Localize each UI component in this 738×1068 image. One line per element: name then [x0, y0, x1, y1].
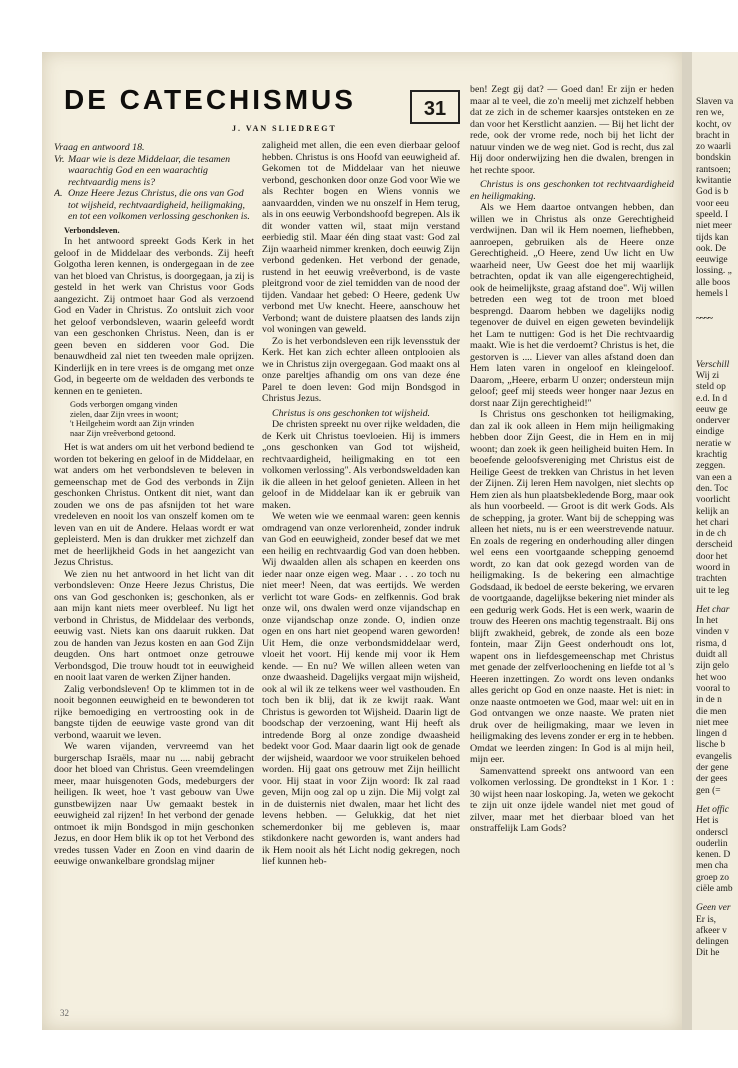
next-page-line: bondskin: [696, 153, 731, 164]
next-page-line: woord in: [696, 562, 731, 573]
magazine-page: [42, 52, 682, 1030]
paragraph: Samenvattend spreekt ons antwoord van een volkomen verlossing. De grondtekst in 1 Kor. 1 : 30 wijst heen naar loskoping. Ja, weten we gekocht te zijn uit onze ijdele wandel niet met goud of zilver, maar met het dierbaar bloed van het onstraffelijk Lam Gods?: [470, 765, 674, 834]
next-page-line: Het char: [696, 604, 730, 615]
poem-line: naar Zijn vreêverbond getoond.: [70, 428, 176, 438]
column-1: [54, 142, 254, 1014]
folio-mark: 32: [60, 1008, 69, 1018]
next-page-line: men cha: [696, 861, 728, 872]
next-page-line: het woo: [696, 672, 727, 683]
section-subheading: Christus is ons geschonken tot rechtvaardigheid en heiligmaking.: [470, 179, 674, 202]
next-page-block: [696, 360, 738, 597]
next-page-line: Verschill: [696, 359, 730, 370]
next-page-line: krachtig: [696, 450, 728, 461]
next-page-line: niet mee: [696, 717, 729, 728]
next-page-line: door het: [696, 551, 728, 562]
next-page-line: In het: [696, 616, 718, 627]
question-text: Maar wie is deze Middelaar, die tesamen waarachtig God en een waarachtig rechtvaardig mens is?: [68, 153, 231, 188]
paragraph: We waren vijanden, vervreemd van het burgerschap Israëls, maar nu .... nabij gebracht door het bloed van Christus. Geen vreemdelingen meer, maar huisgenoten Gods, medeburgers der heiligen. Ik weet, hoe 't vast gebouw van Uwe gunstbewijzen naar Uw gemaakt bestek in eeuwigheid zal rijzen! In het verbond der genade ontmoet ik mijn Bondsgod in mijn geschonken Jezus, en door Hem blik ik op tot het Verbond des vredes tussen Vader en Zoon en vind daarin de eeuwige onwankelbare grondslag mijner: [54, 741, 254, 868]
next-page-line: uit te leg: [696, 585, 730, 596]
next-page-line: onderver: [696, 416, 730, 427]
next-page-line: God is b: [696, 187, 729, 198]
qa-heading: Vraag en antwoord 18.: [54, 142, 145, 153]
page-title: DE CATECHISMUS: [64, 84, 356, 115]
next-page-line: kenen. D: [696, 850, 731, 861]
next-page-line: derscheid: [696, 540, 733, 551]
next-page-line: groep zo: [696, 872, 729, 883]
next-page-line: Wij zi: [696, 370, 720, 381]
next-page-block: [696, 97, 738, 300]
poem-line: Gods verborgen omgang vinden: [70, 400, 178, 409]
next-page-line: vinden v: [696, 627, 729, 638]
next-page-line: ook. De: [696, 243, 727, 254]
next-page-line: der gene: [696, 763, 729, 774]
next-page-line: zo waarli: [696, 142, 732, 153]
author-byline: J. VAN SLIEDREGT: [232, 124, 337, 133]
next-page-line: der gees: [696, 774, 728, 785]
paragraph: Het is wat anders om uit het verbond bediend te worden tot bekering en geloof in de Middelaar, en wat anders om het verbondsleven te beleven in gemeenschap met de God des verbonds in Zijn geschonken Christus. Ontkent dit niet, want dan zouden we ons de pas afsnijden tot het ware vredeleven en nooit los van onszelf komen om te leven van en uit de Andere. Helaas wordt er wat gepleisterd. Men is dan drukker met zichzelf dan met de heerlijkheid Gods in het aangezicht van Jezus Christus.: [54, 442, 254, 569]
next-page-line: Het offic: [696, 804, 729, 815]
next-page-line: rantsoen;: [696, 164, 731, 175]
next-page-line: Het is: [696, 816, 719, 827]
answer-label: A.: [54, 188, 63, 199]
next-page-line: trachten: [696, 574, 727, 585]
page-gutter: [682, 52, 692, 1030]
next-page-line: voorlicht: [696, 495, 731, 506]
next-page-line: risma, d: [696, 638, 727, 649]
next-page-block: [696, 605, 738, 797]
answer: [54, 188, 254, 223]
next-page-line: onderscl: [696, 827, 729, 838]
next-page-line: die men: [696, 706, 727, 717]
ornament-divider: ~~~~: [696, 314, 712, 325]
next-page-line: zijn gelo: [696, 661, 729, 672]
next-page-line: hemels l: [696, 289, 728, 300]
next-page-line: zeggen.: [696, 461, 726, 472]
next-page-line: evangelis: [696, 751, 732, 762]
next-page-line: speeld. I: [696, 209, 729, 220]
question-label: Vr.: [54, 153, 65, 165]
next-page-line: Geen ver: [696, 903, 731, 914]
next-page-line: neratie w: [696, 438, 732, 449]
next-page-line: Dit he: [696, 948, 720, 959]
next-page-line: kwitantie: [696, 176, 732, 187]
next-page-line: kocht, ov: [696, 119, 732, 130]
next-page-line: lische b: [696, 740, 726, 751]
next-page-block: [696, 903, 738, 959]
next-page-line: voor eeu: [696, 198, 729, 209]
next-page-line: afkeer v: [696, 925, 727, 936]
next-page-line: lossing. „: [696, 266, 732, 277]
next-page-line: in de ch: [696, 529, 727, 540]
next-page-line: van een a: [696, 472, 732, 483]
paragraph: Als we Hem daartoe ontvangen hebben, dan willen we in Christus als onze Gerechtigheid verdwijnen. Dan wil ik Hem noemen, liefhebben, aanroepen, gebruiken als de Heere onze Gerechtigheid. „O Heere, zend Uw licht en Uw waarheid neer, Uw Geest doe het mij waarlijk betrachten, opdat ik van alle eigengerechtigheid, ook de heimelijkste, graag afstand doe". Wij willen betreden een weg tot de troon met bloed besprengd. Daarom hebben we dagelijks nodig tegenover de duivel en eigen geweten bevindelijk het Lam te nuttigen: God is het Die rechtvaardig maakt. Wie is het die verdoemt? Christus is het, die gestorven is .... Liever van alles afstand doen dan Hem laten varen in ongeloof en kleingeloof. Daarom, „Heere, erbarm U onzer; ondersteun mijn geloof; geef mij steeds weer honger naar Jezus en dorst naar Zijn gerechtigheid!": [470, 202, 674, 409]
next-page-line: vooral to: [696, 683, 731, 694]
next-page-line: het chari: [696, 517, 729, 528]
next-page-line: e.d. In d: [696, 393, 728, 404]
next-page-line: eeuwige: [696, 255, 728, 266]
next-page-line: bracht in: [696, 130, 730, 141]
next-page-text: [696, 97, 738, 960]
next-page-line: steld op: [696, 382, 726, 393]
next-page-line: eeuw ge: [696, 404, 728, 415]
paragraph: We weten wie we eenmaal waren: geen kennis omdragend van onze verlorenheid, zonder indruk van God en eeuwigheid, zonder besef dat we met een heilig en rechtvaardig God van doen hebben. Wij dwaalden allen als schapen en keerden ons ieder naar onze eigen weg. Maar . . . zo toch nu niet meer! Neen, dat was eertijds. We werden verlicht tot ware Gods- en zelfkennis. God brak onze wil, ons dwalen werd onze vijandschap en onze vijandschap onze zonde. O, indien onze ogen en ons hart niet geopend waren geworden! Uit Hem, die onze verbondsmiddelaar werd, vloeit het voort. Hij kende mij voor ik Hem kende. — En nu? We willen alleen weten van onze dwaasheid. Dagelijks vergaat mijn wijsheid, ook al wil ik ze telkens weer wel vasthouden. En toch ben ik blij, dat ik ze kwijt raak. Want Christus is geworden tot Wijsheid. Daarin ligt de boodschap der verzoening, want Hij heeft als intredende Borg al onze zondige dwaasheid bedekt voor God. Maar daarin ligt ook de genade der wijsheid, waardoor we voor struikelen behoed worden. Hij gaat ons getrouw met Zijn heillicht voor. Hij staat in voor Zijn woord: Ik zal raad geven, Mijn oog zal op u zijn. Die Mij volgt zal in de duisternis niet dwalen, maar het licht des levens hebben. — Gelukkig, dat het niet schemerdonker bij me gebleven is, maar stikdonkere nacht geworden is, want anders had ik Hem nooit als hét Licht nodig gekregen, noch lief kunnen heb-: [262, 511, 460, 867]
paragraph: zaligheid met allen, die een even dierbaar geloof hebben. Christus is ons Hoofd van eeuwigheid af. Gekomen tot de Middelaar van het nieuwe verbond, geschonken door onze God voor Wie we als Rechter bogen en Wiens vonnis we aanvaardden, vinden we nu onszelf in Hem terug, als in ons eeuwig Verbondshoofd begrepen. Als ik dit wonder vatten wil, staat mijn verstand eerbiedig stil. Maar één ding staat vast: God zal Zijn waarheid nimmer krenken, doch eeuwig Zijn verbond gedenken. Het verbond der genade, rustend in het eeuwig vreêverbond, is de vaste pleitgrond voor de ziel temidden van de nood der tijden. Vandaar het gebed: O Heere, gedenk Uw verbond met Uw knecht. Heere, aanschouw het Verbond; want de duistere plaatsen des lands zijn vol woningen van geweld.: [262, 140, 460, 335]
next-page-line: niet meer: [696, 221, 732, 232]
paragraph: De christen spreekt nu over rijke weldaden, die de Kerk uit Christus toevloeien. Hij is immers „ons geschonken van God tot wijsheid, rechtvaardigheid, heiligmaking en tot een volkomen verlossing". Als verbondsweldaden kan ik die alleen in het geloof genieten. Alleen in het geloof in de Middelaar kan ik er gebruik van maken.: [262, 419, 460, 511]
question: [54, 154, 254, 189]
next-page-line: kelijk an: [696, 506, 729, 517]
column-3: [470, 84, 674, 1014]
next-page-line: tijds kan: [696, 232, 729, 243]
next-page-line: Er is,: [696, 914, 717, 925]
next-page-line: duidt all: [696, 650, 728, 661]
poem-line: 't Heilgeheim wordt aan Zijn vrinden: [70, 419, 195, 429]
next-page-line: alle boos: [696, 277, 731, 288]
page-number-box: 31: [410, 90, 460, 124]
poem-quote: [70, 400, 254, 438]
next-page-strip: [692, 52, 738, 1030]
next-page-line: gen (=: [696, 785, 721, 796]
next-page-block: [696, 805, 738, 895]
next-page-line: ren we,: [696, 108, 724, 119]
paragraph: We zien nu het antwoord in het licht van dit verbondsleven: Onze Heere Jezus Christus, Die ons van God geschonken is; geschonken, als er aan mijn kant niets meer overbleef. Nu ligt het verbond in Christus, de Middelaar des verbonds, eeuwig vast. Niets kan ons daaruit rukken. Dat zou de handen van Jezus kosten en aan God Zijn deugden. Ons hart ontmoet onze getrouwe Verbondsgod, Die trouw houdt tot in eeuwigheid en nooit laat varen de werken Zijner handen.: [54, 568, 254, 684]
paragraph: ben! Zegt gij dat? — Goed dan! Er zijn er heden maar al te veel, die zo'n meelij met zichzelf hebben dat ze zich in de schemer kaarsjes ontsteken en ze dan voor het Kerstlicht aanzien. — Bij het licht der rede, ook der vrome rede, noch bij het licht der natuur vinden we de weg niet. God is recht, dus zal Hij door onderwijzing hen die dwalen, brengen in het rechte spoor.: [470, 84, 674, 176]
subheading: Verbondsleven.: [64, 224, 120, 235]
answer-text: Onze Heere Jezus Christus, die ons van God tot wijsheid, rechtvaardigheid, heiligmaking, en tot een volkomen verlossing geschonken is.: [68, 188, 250, 222]
next-page-line: lingen d: [696, 729, 727, 740]
paragraph: Zo is het verbondsleven een rijk levensstuk der Kerk. Het kan zich echter alleen ontplooien als we in Christus zijn overgegaan. God maakt ons al onze pareltjes afhandig om ons van deze éne Parel te doen leven: God mijn Bondsgod in Christus Jezus.: [262, 335, 460, 404]
next-page-line: den. Toc: [696, 483, 729, 494]
column-2: [262, 140, 460, 1012]
paragraph: Zalig verbondsleven! Op te klimmen tot in de nooit begonnen eeuwigheid en te bewonderen tot rijke bemoediging en vertroosting ook in de bangste tijden de eeuwige vaste grond van dit verbond, waaruit we leven.: [54, 683, 254, 741]
next-page-line: ouderlin: [696, 838, 728, 849]
paragraph: In het antwoord spreekt Gods Kerk in het geloof in de Middelaar des verbonds. Zij heeft Golgotha leren kennen, is ondergegaan in de zee van het bloed van Christus, is doorgegaan, ja zij is gesteld in het werk van Christus voor Gods aangezicht. Zij ontmoet haar God als verzoend God en Vader in Christus. Zo ontsluit zich voor het geloof verbondsleven, waarin geleefd wordt van een geschonken Christus. Neen, dan is er geen beven en sidderen voor God. Die benauwdheid zal niet ten tweeden male oprijzen. Kinderlijk en in tere vrees is de omgang met onze God, in begeerte om de weldaden des verbonds te kennen en te genieten.: [54, 236, 254, 397]
poem-line: zielen, daar Zijn vrees in woont;: [70, 409, 179, 419]
next-page-line: in de n: [696, 695, 722, 706]
paragraph: Is Christus ons geschonken tot heiligmaking, dan zal ik ook alleen in Hem mijn heiligmaking hebben door Zijn Geest, die in Hem en in mij woont; dan zoek ik geen heiligheid buiten Hem. In beoefende geloofsvereniging met Christus eist de Heilige Geest de trekken van Christus in het leven der Zijnen. Zij leren Hem navolgen, niet slechts op Hem zien als hun plaatsbekledende Borg, maar ook als hun voorbeeld. — Groot is dit werk Gods. Als de schepping, ja groter. Want bij de schepping was alleen het niets, nu is er een weerstrevende natuur. En zoals de regering en onderhouding aller dingen wel eens een voortgaande schepping genoemd wordt, zo kan dat ook gezegd worden van de heiligmaking. Is de bekering een almachtige Godsdaad, ik bedoel de eerste bekering, we ervaren de voortgaande, dagelijkse bekering niet minder als een gedurig werk Gods. Het is een werk, waarin de trouw des Heeren ons machtig tegenstraalt. Bij ons blijft zwakheid, gebrek, de zonde als een boze fontein, maar Zijn Geest onderhoudt ons lot, wapent ons in liefdesgemeenschap met Christus met genade der zelfverloochening en liefde tot al 's Heeren inzettingen. Zo wordt ons leven ondanks alles gericht op God en onze naaste. Het is niet: in onze naaste ontmoeten we God, maar wel: uit en in God ontvangen we onze naaste. We praten niet druk over de heiligmaking, maar we leven in heiligmaking des levens zonder er erg in te hebben. Omdat we leerden zingen: In God is al mijn heil, mijn eer.: [470, 409, 674, 765]
next-page-line: delingen: [696, 937, 729, 948]
next-page-line: Slaven va: [696, 97, 734, 107]
section-subheading: Christus is ons geschonken tot wijsheid.: [272, 407, 430, 419]
next-page-line: eindige: [696, 427, 724, 438]
next-page-line: ciële amb: [696, 884, 733, 894]
